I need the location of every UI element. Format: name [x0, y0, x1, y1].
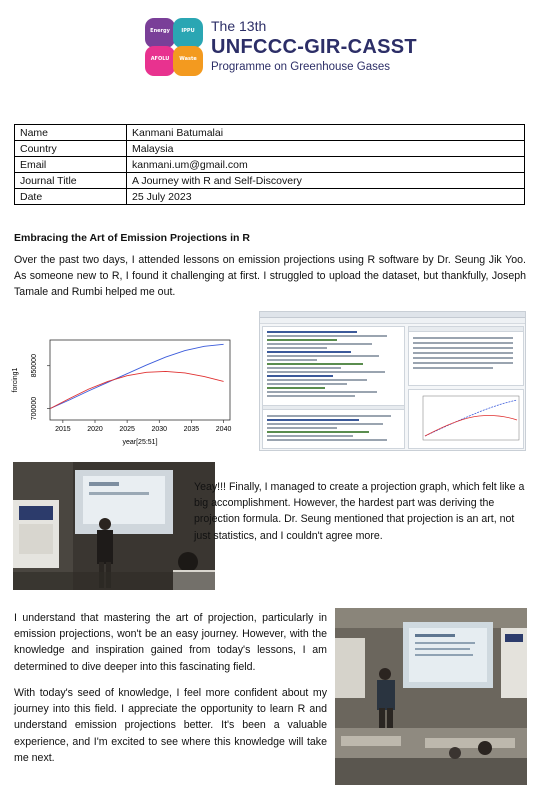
puzzle-piece-afolu: AFOLU	[145, 46, 175, 76]
puzzle-piece-waste: Waste	[173, 46, 203, 76]
name-value: Kanmani Batumalai	[127, 125, 525, 141]
paragraph-intro: Over the past two days, I attended lessons on emission projections using R software by Dr. Seung Jik Yoo. As someone new to R, I found it challenging at first. I struggled to upload the dataset, but thankfully, Joseph Tamale and Rumbi helped me out.	[14, 254, 526, 299]
y-axis-label: forcing1	[12, 367, 19, 393]
rstudio-environment-pane	[408, 326, 524, 386]
series-line-2	[50, 371, 224, 408]
x-axis-label: year[25:51]	[122, 439, 158, 446]
classroom-photo-lecture	[335, 608, 527, 785]
x-tick-label: 2020	[87, 426, 103, 433]
puzzle-logo-icon	[143, 16, 205, 78]
country-label: Country	[15, 141, 127, 157]
date-label: Date	[15, 189, 127, 205]
name-label: Name	[15, 125, 127, 141]
presentation-scene-graphic	[13, 462, 215, 590]
table-row	[15, 157, 525, 173]
projection-chart	[8, 334, 238, 446]
rstudio-plots-pane	[408, 389, 524, 449]
date-value: 25 July 2023	[127, 189, 525, 205]
table-row	[15, 173, 525, 189]
logo-subtitle: Programme on Greenhouse Gases	[211, 61, 390, 73]
series-line-1	[50, 344, 224, 408]
mini-plot-svg	[409, 390, 525, 450]
rstudio-toolbar	[260, 318, 525, 324]
y-tick-label: 700000	[31, 396, 38, 421]
plot-frame	[50, 340, 230, 420]
x-tick-label: 2040	[215, 426, 232, 433]
rstudio-screenshot	[259, 311, 526, 451]
journal-title-label: Journal Title	[15, 173, 127, 189]
y-tick-label: 850000	[31, 354, 38, 378]
email-value: kanmani.um@gmail.com	[127, 157, 525, 173]
table-row	[15, 125, 525, 141]
classroom-photo-presenter	[13, 462, 215, 590]
x-tick-label: 2035	[183, 426, 200, 433]
paragraph-determination: I understand that mastering the art of projection, particularly in emission projections, won't be an easy journey. However, with the knowledge and inspiration gained from today's lessons, I am determined to dive deeper into this fascinating field.	[14, 612, 327, 673]
table-row	[15, 189, 525, 205]
puzzle-piece-ippu: IPPU	[173, 18, 203, 48]
email-label: Email	[15, 157, 127, 173]
logo-edition: The 13th	[211, 18, 267, 34]
country-value: Malaysia	[127, 141, 525, 157]
lecture-scene-graphic	[335, 608, 527, 785]
rstudio-console-pane	[262, 326, 405, 449]
paragraph-conclusion: With today's seed of knowledge, I feel more confident about my journey into this field. I appreciate the opportunity to learn R and understand emission projections better. It's been a valuable experience, and I'm excited to see where this knowledge will take me next.	[14, 687, 327, 764]
paragraph-accomplishment: Yeay!!! Finally, I managed to create a projection graph, which felt like a big accomplishment. However, the hardest part was deriving the projection formula. Dr. Seung mentioned that projection is an art, not just statistics, and I couldn't agree more.	[194, 481, 525, 542]
x-tick-label: 2025	[119, 426, 135, 433]
table-row	[15, 141, 525, 157]
puzzle-piece-energy: Energy	[145, 18, 175, 48]
section-heading: Embracing the Art of Emission Projections in R	[14, 232, 250, 244]
info-table	[14, 124, 525, 205]
x-tick-label: 2015	[55, 426, 71, 433]
programme-logo	[143, 12, 443, 82]
journal-title-value: A Journey with R and Self-Discovery	[127, 173, 525, 189]
logo-title: UNFCCC-GIR-CASST	[211, 36, 417, 58]
x-tick-label: 2030	[151, 426, 168, 433]
projection-chart-svg	[8, 334, 238, 446]
